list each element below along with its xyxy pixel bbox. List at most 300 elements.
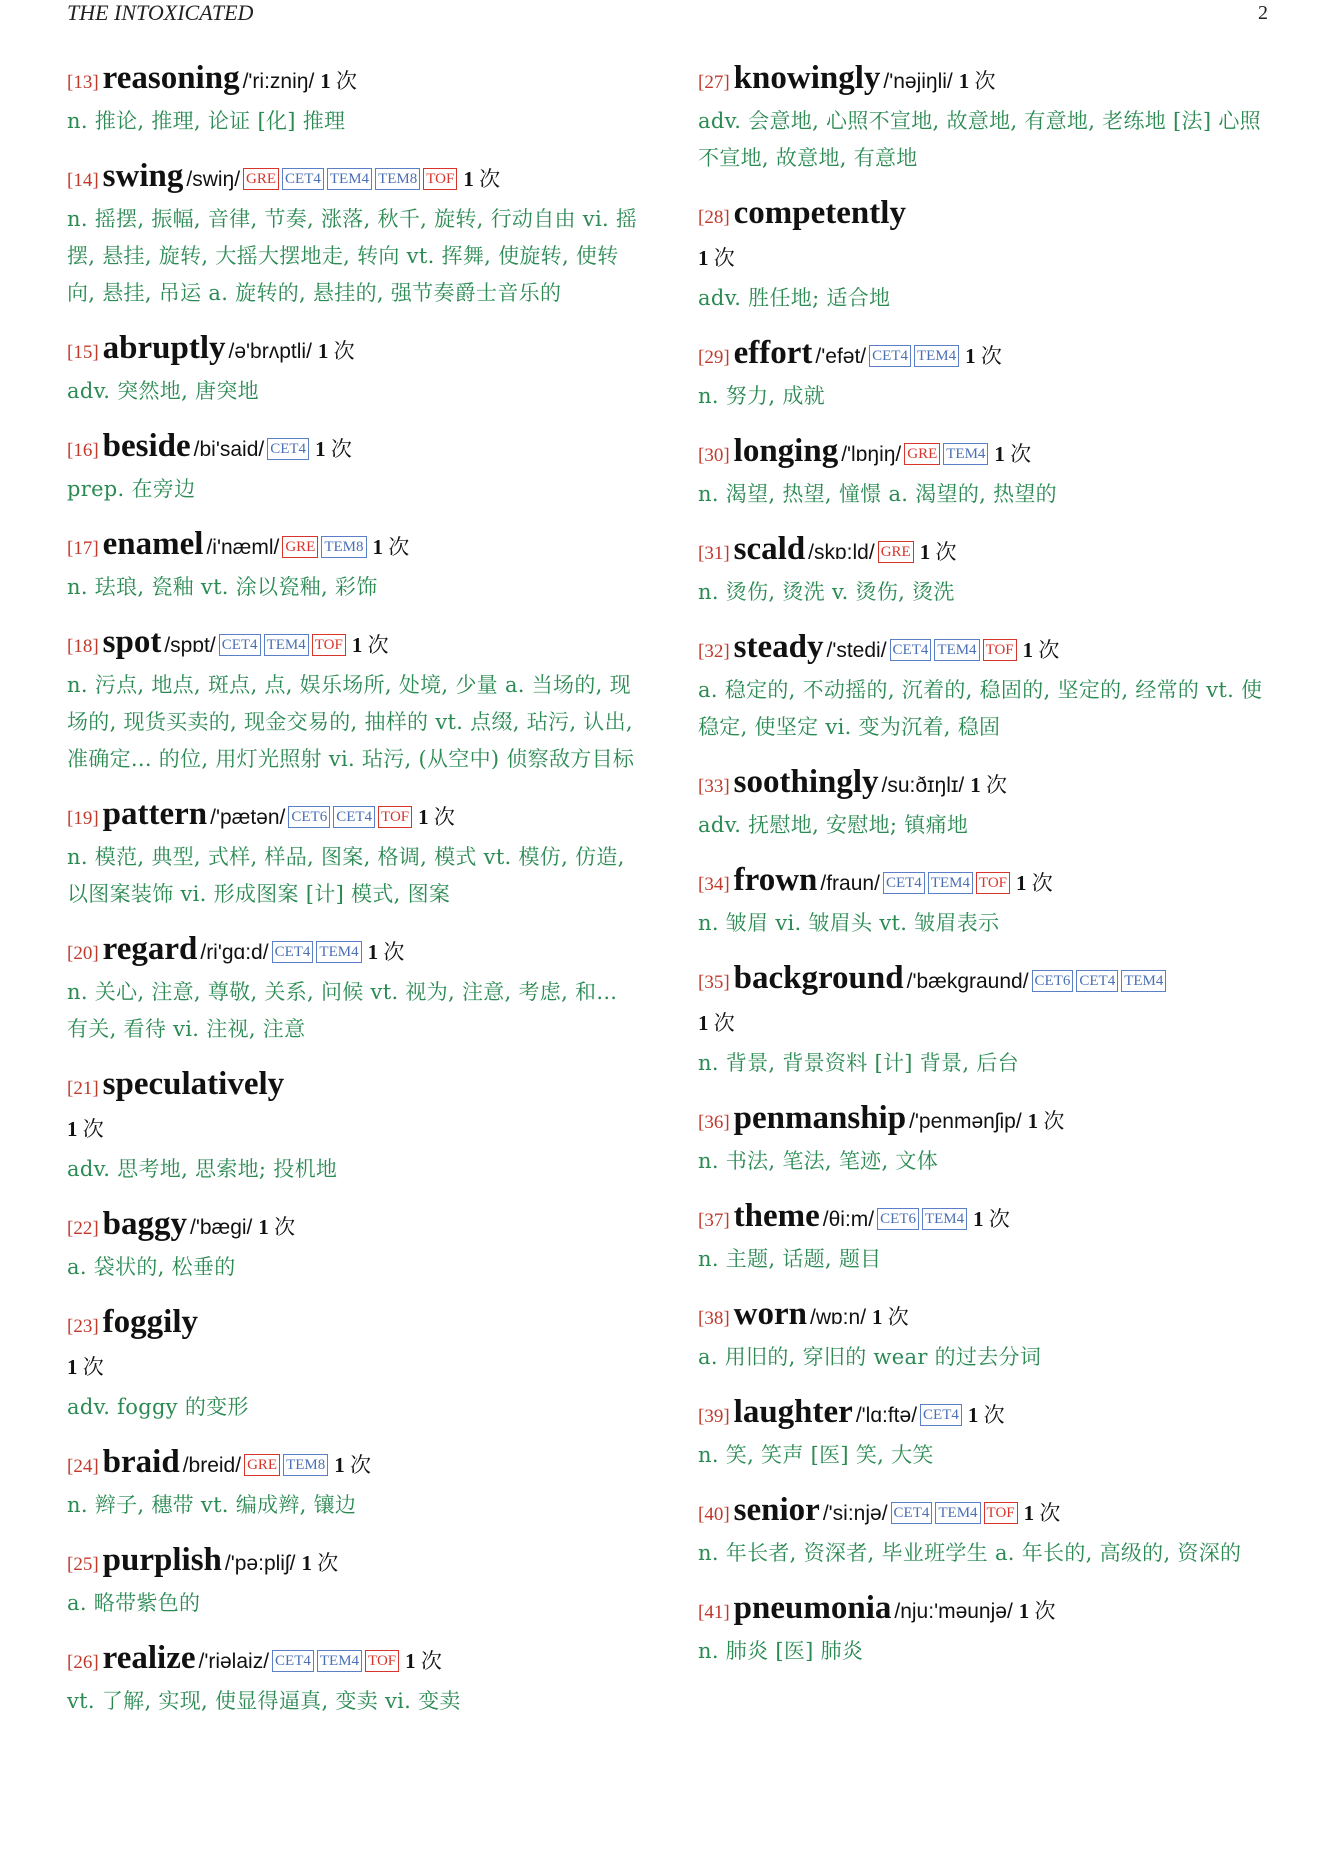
phonetic: /spɒt/ <box>164 634 216 657</box>
frequency <box>965 344 1002 368</box>
definition: n. 渴望, 热望, 憧憬 a. 渴望的, 热望的 <box>698 482 1057 506</box>
frequency-count: 1 <box>698 246 709 270</box>
headword: penmanship <box>733 1100 907 1136</box>
vocab-entry <box>67 794 642 913</box>
headword: speculatively <box>102 1066 285 1102</box>
frequency <box>968 1403 1005 1427</box>
exam-tag: TEM4 <box>943 443 988 465</box>
phonetic: /skɒ:ld/ <box>808 541 875 564</box>
phonetic: /'penmənʃip/ <box>909 1110 1022 1133</box>
entry-index: [21] <box>67 1078 99 1099</box>
entry-index: [20] <box>67 943 99 964</box>
entry-headline <box>698 193 1278 280</box>
vocab-entry <box>698 1098 1278 1180</box>
entry-headline <box>67 1540 642 1585</box>
definition: n. 模范, 典型, 式样, 样品, 图案, 格调, 模式 vt. 模仿, 仿造, 以图案装饰 vi. 形成图案 [计] 模式, 图案 <box>67 845 625 906</box>
exam-tag: CET6 <box>288 806 330 828</box>
definition: adv. 抚慰地, 安慰地; 镇痛地 <box>698 813 969 837</box>
entry-index: [40] <box>698 1504 730 1525</box>
phonetic: /wɒ:n/ <box>810 1306 867 1329</box>
definition: adv. 突然地, 唐突地 <box>67 379 259 403</box>
entry-index: [31] <box>698 543 730 564</box>
exam-tag: GRE <box>878 541 914 563</box>
entry-index: [22] <box>67 1218 99 1239</box>
entry-headline <box>698 1196 1278 1241</box>
headword: theme <box>733 1198 820 1234</box>
frequency-unit: 次 <box>1043 1109 1065 1133</box>
phonetic: /i'næml/ <box>206 536 280 559</box>
phonetic: /breid/ <box>182 1454 242 1477</box>
exam-tag: GRE <box>243 168 279 190</box>
headword: realize <box>102 1640 196 1676</box>
definition: n. 年长者, 资深者, 毕业班学生 a. 年长的, 高级的, 资深的 <box>698 1541 1242 1565</box>
frequency-unit: 次 <box>974 69 996 93</box>
entry-headline <box>67 929 642 974</box>
vocab-entry <box>698 529 1278 611</box>
frequency-unit: 次 <box>274 1215 296 1239</box>
frequency <box>1019 1599 1056 1623</box>
headword: background <box>733 960 904 996</box>
phonetic: /ə'brʌptli/ <box>228 340 312 363</box>
vocab-entry <box>67 929 642 1048</box>
exam-tag: CET4 <box>883 872 925 894</box>
definition: n. 关心, 注意, 尊敬, 关系, 问候 vt. 视为, 注意, 考虑, 和... 有关, 看待 vi. 注视, 注意 <box>67 980 618 1041</box>
frequency-count: 1 <box>973 1207 984 1231</box>
vocab-entry <box>698 1392 1278 1474</box>
exam-tag: TOF <box>423 168 457 190</box>
frequency-unit: 次 <box>935 540 957 564</box>
entry-index: [30] <box>698 445 730 466</box>
frequency-count: 1 <box>967 1403 979 1427</box>
frequency <box>318 339 355 363</box>
frequency-count: 1 <box>367 940 379 964</box>
frequency-count: 1 <box>919 540 931 564</box>
exam-tag: TEM4 <box>316 941 361 963</box>
headword: senior <box>733 1492 820 1528</box>
entry-index: [27] <box>698 72 730 93</box>
headword: scald <box>733 531 806 567</box>
exam-tag: TEM8 <box>375 168 420 190</box>
phonetic: /'nəjiŋli/ <box>883 70 953 93</box>
frequency <box>315 437 352 461</box>
frequency <box>994 442 1031 466</box>
headword: knowingly <box>733 60 881 96</box>
exam-tag: CET6 <box>1032 970 1074 992</box>
entry-headline <box>698 762 1278 807</box>
exam-tag: CET4 <box>891 1502 933 1524</box>
entry-index: [26] <box>67 1652 99 1673</box>
frequency <box>334 1453 371 1477</box>
definition: n. 皱眉 vi. 皱眉头 vt. 皱眉表示 <box>698 911 1000 935</box>
headword: effort <box>733 335 813 371</box>
frequency <box>973 1207 1010 1231</box>
entry-headline <box>698 1588 1278 1633</box>
exam-tag: TEM4 <box>327 168 372 190</box>
exam-tag: TOF <box>378 806 412 828</box>
right-column <box>698 58 1278 1686</box>
definition: a. 略带紫色的 <box>67 1591 201 1615</box>
definition: n. 努力, 成就 <box>698 384 825 408</box>
entry-index: [25] <box>67 1554 99 1575</box>
frequency-count: 1 <box>372 535 383 559</box>
headword: beside <box>102 428 191 464</box>
entry-index: [34] <box>698 874 730 895</box>
frequency-count: 1 <box>698 1011 709 1035</box>
exam-tag: TEM4 <box>935 1502 980 1524</box>
entry-headline <box>698 58 1278 103</box>
entry-index: [32] <box>698 641 730 662</box>
frequency-unit: 次 <box>1031 871 1053 895</box>
frequency <box>1023 638 1060 662</box>
phonetic: /'bækgraund/ <box>906 970 1029 993</box>
headword: frown <box>733 862 818 898</box>
headword: reasoning <box>102 60 240 96</box>
frequency-unit: 次 <box>1010 442 1032 466</box>
frequency-count: 1 <box>301 1551 312 1575</box>
entry-headline <box>698 958 1278 1045</box>
phonetic: /fraun/ <box>820 872 880 895</box>
frequency-unit: 次 <box>988 1207 1010 1231</box>
definition: n. 珐琅, 瓷釉 vt. 涂以瓷釉, 彩饰 <box>67 575 378 599</box>
frequency-count: 1 <box>1016 871 1027 895</box>
vocab-entry <box>698 58 1278 177</box>
definition: n. 书法, 笔法, 笔迹, 文体 <box>698 1149 939 1173</box>
definition: adv. 思考地, 思索地; 投机地 <box>67 1157 338 1181</box>
frequency <box>368 940 405 964</box>
entry-headline <box>67 1064 642 1151</box>
entry-index: [18] <box>67 636 99 657</box>
headword: longing <box>733 433 839 469</box>
frequency-unit: 次 <box>388 535 410 559</box>
headword: braid <box>102 1444 180 1480</box>
entry-headline <box>67 328 642 373</box>
frequency-unit: 次 <box>367 633 389 657</box>
vocab-entry <box>67 1064 642 1188</box>
page-number: 2 <box>1258 2 1268 24</box>
frequency <box>1016 871 1053 895</box>
frequency-unit: 次 <box>479 167 501 191</box>
frequency <box>1024 1501 1061 1525</box>
exam-tag: CET4 <box>333 806 375 828</box>
vocab-entry <box>67 1302 642 1426</box>
exam-tag: TOF <box>984 1502 1018 1524</box>
vocab-entry <box>698 1196 1278 1278</box>
frequency <box>258 1215 295 1239</box>
definition: a. 稳定的, 不动摇的, 沉着的, 稳固的, 坚定的, 经常的 vt. 使稳定, 使坚定 vi. 变为沉着, 稳固 <box>698 678 1263 739</box>
entry-headline <box>698 860 1278 905</box>
frequency-unit: 次 <box>713 1011 735 1035</box>
entry-headline <box>67 1442 642 1487</box>
frequency-count: 1 <box>965 344 976 368</box>
definition: adv. 胜任地; 适合地 <box>698 286 891 310</box>
phonetic: /'stedi/ <box>826 639 887 662</box>
entry-headline <box>67 794 642 839</box>
entry-index: [39] <box>698 1406 730 1427</box>
vocab-entry <box>67 156 642 312</box>
entry-index: [28] <box>698 207 730 228</box>
frequency-count: 1 <box>334 1453 345 1477</box>
frequency-unit: 次 <box>317 1551 339 1575</box>
definition: n. 推论, 推理, 论证 [化] 推理 <box>67 109 346 133</box>
exam-tag: CET4 <box>219 634 261 656</box>
exam-tag: TEM4 <box>914 345 959 367</box>
frequency <box>698 1011 735 1035</box>
exam-tag: CET4 <box>1076 970 1118 992</box>
frequency-count: 1 <box>1018 1599 1030 1623</box>
left-column <box>67 58 642 1736</box>
exam-tag: TOF <box>365 1650 399 1672</box>
entry-index: [41] <box>698 1602 730 1623</box>
vocab-entry <box>698 627 1278 746</box>
headword: laughter <box>733 1394 853 1430</box>
frequency-count: 1 <box>258 1215 269 1239</box>
frequency <box>405 1649 442 1673</box>
definition: vt. 了解, 实现, 使显得逼真, 变卖 vi. 变卖 <box>67 1689 461 1713</box>
frequency-unit: 次 <box>420 1649 442 1673</box>
exam-tag: TOF <box>983 639 1017 661</box>
entry-index: [17] <box>67 538 99 559</box>
frequency-count: 1 <box>1027 1109 1039 1133</box>
frequency <box>463 167 500 191</box>
headword: worn <box>733 1296 807 1332</box>
frequency <box>959 69 996 93</box>
headword: spot <box>102 624 162 660</box>
exam-tag: GRE <box>282 536 318 558</box>
vocab-entry <box>698 1490 1278 1572</box>
entry-headline <box>67 58 642 103</box>
vocab-entry <box>67 622 642 778</box>
definition: n. 污点, 地点, 斑点, 点, 娱乐场所, 处境, 少量 a. 当场的, 现场的, 现货买卖的, 现金交易的, 抽样的 vt. 点缀, 玷污, 认出, 准确定... 的位, 用灯光照射 vi. 玷污, (从空中) 侦察敌方目标 <box>67 673 635 771</box>
exam-tag: CET4 <box>282 168 324 190</box>
entry-index: [35] <box>698 972 730 993</box>
frequency-unit: 次 <box>82 1117 104 1141</box>
definition: a. 袋状的, 松垂的 <box>67 1255 236 1279</box>
entry-index: [23] <box>67 1316 99 1337</box>
phonetic: /'bægi/ <box>190 1216 253 1239</box>
entry-index: [19] <box>67 808 99 829</box>
frequency <box>970 773 1007 797</box>
exam-tag: TEM8 <box>283 1454 328 1476</box>
frequency-unit: 次 <box>1038 638 1060 662</box>
frequency-count: 1 <box>320 69 331 93</box>
frequency-count: 1 <box>994 442 1005 466</box>
vocab-entry <box>698 193 1278 317</box>
vocab-entry <box>67 328 642 410</box>
frequency <box>352 633 389 657</box>
headword: swing <box>102 158 184 194</box>
frequency-unit: 次 <box>349 1453 371 1477</box>
headword: foggily <box>102 1304 198 1340</box>
entry-headline <box>698 1490 1278 1535</box>
vocab-entry <box>67 1540 642 1622</box>
entry-headline <box>67 1638 642 1683</box>
frequency-count: 1 <box>67 1117 78 1141</box>
frequency-unit: 次 <box>82 1355 104 1379</box>
frequency-unit: 次 <box>1034 1599 1056 1623</box>
phonetic: /'riəlaiz/ <box>198 1650 270 1673</box>
entry-headline <box>67 1302 642 1389</box>
exam-tag: GRE <box>244 1454 280 1476</box>
frequency-count: 1 <box>351 633 363 657</box>
exam-tag: TEM4 <box>317 1650 362 1672</box>
exam-tag: CET4 <box>890 639 932 661</box>
headword: pattern <box>102 796 208 832</box>
exam-tag: TEM8 <box>321 536 366 558</box>
phonetic: /'pə:pliʃ/ <box>224 1552 296 1575</box>
exam-tag: CET4 <box>920 1404 962 1426</box>
frequency-unit: 次 <box>330 437 352 461</box>
entry-headline <box>698 627 1278 672</box>
headword: soothingly <box>733 764 879 800</box>
frequency <box>698 246 735 270</box>
headword: abruptly <box>102 330 226 366</box>
phonetic: /'si:njə/ <box>822 1502 888 1525</box>
definition: n. 肺炎 [医] 肺炎 <box>698 1639 864 1663</box>
entry-index: [36] <box>698 1112 730 1133</box>
definition: n. 背景, 背景资料 [计] 背景, 后台 <box>698 1051 1019 1075</box>
entry-index: [38] <box>698 1308 730 1329</box>
frequency <box>67 1117 104 1141</box>
exam-tag: TOF <box>976 872 1010 894</box>
frequency-unit: 次 <box>336 69 358 93</box>
frequency-unit: 次 <box>983 1403 1005 1427</box>
phonetic: /su:ðɪŋlɪ/ <box>881 774 965 797</box>
vocab-entry <box>698 762 1278 844</box>
frequency <box>320 69 357 93</box>
definition: n. 笑, 笑声 [医] 笑, 大笑 <box>698 1443 934 1467</box>
vocab-entry <box>67 1638 642 1720</box>
exam-tag: TEM4 <box>928 872 973 894</box>
frequency <box>373 535 410 559</box>
definition: adv. 会意地, 心照不宣地, 故意地, 有意地, 老练地 [法] 心照不宣地, 故意地, 有意地 <box>698 109 1261 170</box>
phonetic: /ri'gɑ:d/ <box>200 941 269 964</box>
entry-index: [29] <box>698 347 730 368</box>
frequency-count: 1 <box>1022 638 1034 662</box>
phonetic: /'efət/ <box>815 345 867 368</box>
frequency <box>301 1551 338 1575</box>
exam-tag: CET4 <box>272 941 314 963</box>
entry-headline <box>698 1392 1278 1437</box>
entry-index: [13] <box>67 72 99 93</box>
entry-index: [37] <box>698 1210 730 1231</box>
entry-headline <box>698 431 1278 476</box>
phonetic: /θi:m/ <box>822 1208 875 1231</box>
vocab-entry <box>698 431 1278 513</box>
phonetic: /'pætən/ <box>210 806 286 829</box>
frequency-unit: 次 <box>985 773 1007 797</box>
phonetic: /'ri:zniŋ/ <box>242 70 315 93</box>
entry-headline <box>698 529 1278 574</box>
frequency-unit: 次 <box>383 940 405 964</box>
entry-headline <box>67 426 642 471</box>
entry-headline <box>67 1204 642 1249</box>
frequency-unit: 次 <box>887 1305 909 1329</box>
frequency <box>418 805 455 829</box>
running-head: THE INTOXICATED <box>67 0 254 25</box>
frequency-count: 1 <box>317 339 329 363</box>
entry-headline <box>67 622 642 667</box>
exam-tag: CET4 <box>869 345 911 367</box>
vocab-entry <box>698 333 1278 415</box>
frequency-unit: 次 <box>980 344 1002 368</box>
entry-headline <box>698 1294 1278 1339</box>
frequency-count: 1 <box>872 1305 883 1329</box>
frequency-count: 1 <box>67 1355 78 1379</box>
exam-tag: CET6 <box>877 1208 919 1230</box>
frequency-unit: 次 <box>433 805 455 829</box>
definition: a. 用旧的, 穿旧的 wear 的过去分词 <box>698 1345 1042 1369</box>
entry-index: [24] <box>67 1456 99 1477</box>
frequency-count: 1 <box>463 167 474 191</box>
exam-tag: TEM4 <box>934 639 979 661</box>
vocab-entry <box>67 1204 642 1286</box>
frequency-count: 1 <box>1023 1501 1035 1525</box>
headword: regard <box>102 931 198 967</box>
frequency-unit: 次 <box>1039 1501 1061 1525</box>
vocab-entry <box>67 58 642 140</box>
phonetic: /swiŋ/ <box>186 168 241 191</box>
exam-tag: GRE <box>904 443 940 465</box>
headword: purplish <box>102 1542 222 1578</box>
frequency-count: 1 <box>405 1649 416 1673</box>
definition: prep. 在旁边 <box>67 477 196 501</box>
exam-tag: CET4 <box>267 438 309 460</box>
vocab-entry <box>67 426 642 508</box>
exam-tag: TEM4 <box>264 634 309 656</box>
vocab-entry <box>67 524 642 606</box>
entry-index: [14] <box>67 170 99 191</box>
definition: adv. foggy 的变形 <box>67 1395 249 1419</box>
phonetic: /nju:'məunjə/ <box>894 1600 1013 1623</box>
frequency <box>1028 1109 1065 1133</box>
entry-index: [33] <box>698 776 730 797</box>
headword: enamel <box>102 526 204 562</box>
entry-index: [16] <box>67 440 99 461</box>
vocab-entry <box>698 1294 1278 1376</box>
vocab-entry <box>67 1442 642 1524</box>
frequency <box>920 540 957 564</box>
vocab-entry <box>698 958 1278 1082</box>
definition: n. 摇摆, 振幅, 音律, 节奏, 涨落, 秋千, 旋转, 行动自由 vi. 摇摆, 悬挂, 旋转, 大摇大摆地走, 转向 vt. 挥舞, 使旋转, 使转向, 悬挂, 吊运 a. 旋转的, 悬挂的, 强节奏爵士音乐的 <box>67 207 638 305</box>
vocab-entry <box>698 1588 1278 1670</box>
headword: pneumonia <box>733 1590 892 1626</box>
exam-tag: TOF <box>312 634 346 656</box>
entry-index: [15] <box>67 342 99 363</box>
definition: n. 辫子, 穗带 vt. 编成辫, 镶边 <box>67 1493 357 1517</box>
frequency-count: 1 <box>958 69 970 93</box>
exam-tag: TEM4 <box>1121 970 1166 992</box>
phonetic: /bi'said/ <box>193 438 265 461</box>
headword: steady <box>733 629 824 665</box>
entry-headline <box>67 524 642 569</box>
frequency-unit: 次 <box>713 246 735 270</box>
frequency-count: 1 <box>315 437 326 461</box>
definition: n. 烫伤, 烫洗 v. 烫伤, 烫洗 <box>698 580 955 604</box>
phonetic: /'lɒŋiŋ/ <box>841 443 902 466</box>
frequency <box>872 1305 909 1329</box>
exam-tag: TEM4 <box>922 1208 967 1230</box>
frequency-count: 1 <box>418 805 429 829</box>
frequency-count: 1 <box>970 773 981 797</box>
headword: baggy <box>102 1206 188 1242</box>
frequency-unit: 次 <box>333 339 355 363</box>
definition: n. 主题, 话题, 题目 <box>698 1247 882 1271</box>
frequency <box>67 1355 104 1379</box>
headword: competently <box>733 195 906 231</box>
exam-tag: CET4 <box>272 1650 314 1672</box>
entry-headline <box>67 156 642 201</box>
phonetic: /'lɑ:ftə/ <box>855 1404 918 1427</box>
